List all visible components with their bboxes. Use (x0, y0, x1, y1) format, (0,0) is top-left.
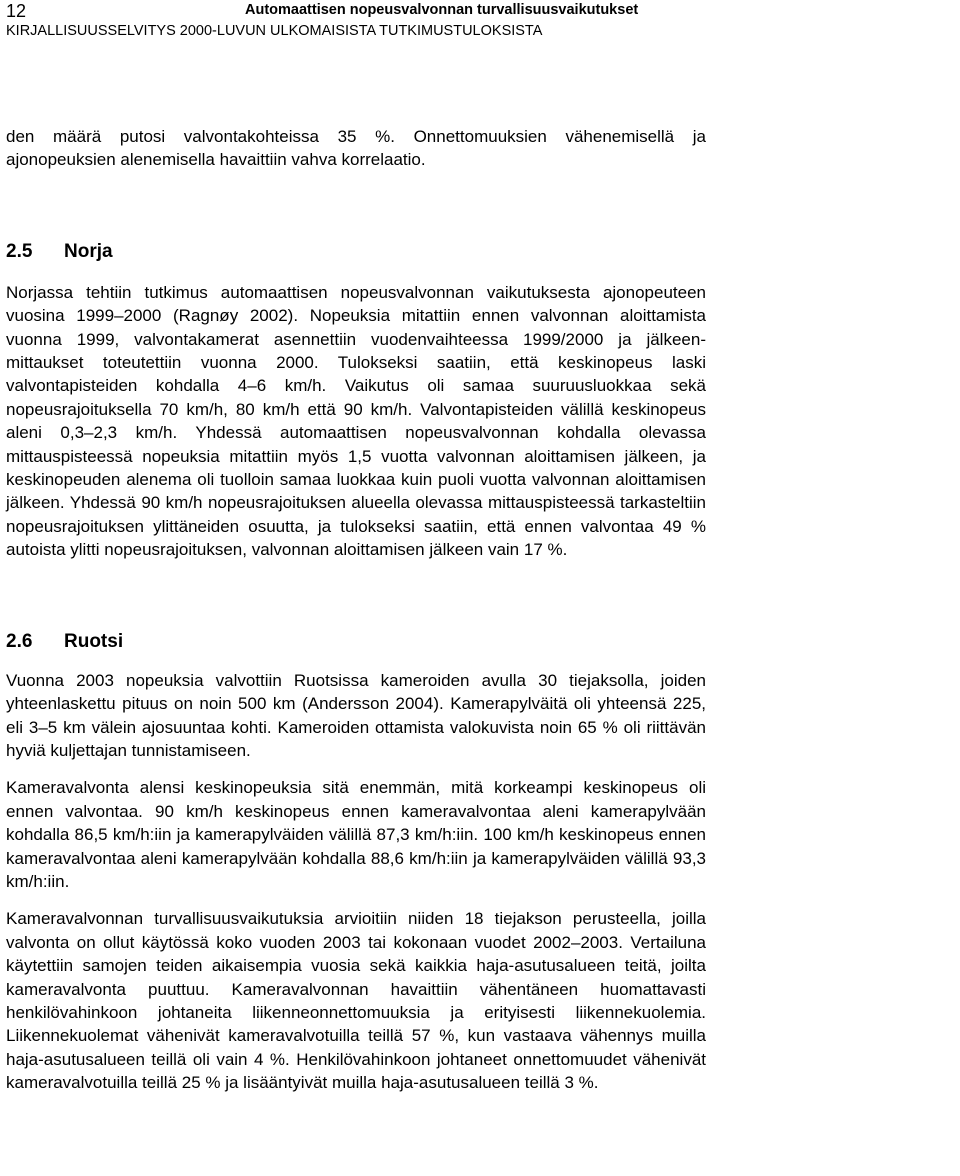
section-title: Norja (64, 240, 113, 262)
section-number: 2.5 (6, 240, 33, 262)
paragraph-norja: Norjassa tehtiin tutkimus automaattisen nopeusvalvonnan vaikutuksesta ajonopeuteen vuosina 1999–2000 (Ragnøy 2002). Nopeuksia mitattiin ennen valvonnan aloittamista vuonna 1999, valvontakamerat asennettiin vuodenvaihteessa 1999/2000 ja jälkeen-mittaukset toteutettiin vuonna 2000. Tulokseksi saatiin, että keskinopeus laski valvontapisteiden kohdalla 4–6 km/h. Vaikutus oli samaa suuruusluokkaa sekä nopeusrajoituksella 70 km/h, 80 km/h että 90 km/h. Valvontapisteiden välillä keskinopeus aleni 0,3–2,3 km/h. Yhdessä automaattisen nopeusvalvonnan kohdalla olevassa mittauspisteessä nopeuksia mitattiin myös 1,5 vuotta valvonnan aloittamisen jälkeen, ja keskinopeuden alenema oli tuolloin samaa luokkaa kuin puoli vuotta valvonnan aloittamisen jälkeen. Yhdessä 90 km/h nopeusrajoituksen alueella olevassa mittauspisteessä tarkasteltiin nopeusrajoituksen ylittäneiden osuutta, ja tulokseksi saatiin, että ennen valvontaa 49 % autoista ylitti nopeusrajoituksen, valvonnan aloittamisen jälkeen vain 17 %. (6, 282, 706, 560)
paragraph-ruotsi-2: Kameravalvonta alensi keskinopeuksia sitä enemmän, mitä korkeampi keskinopeus oli ennen valvontaa. 90 km/h keskinopeus ennen kameravalvontaa aleni kamerapylvään kohdalla 86,5 km/h:iin ja kamerapylväiden välillä 87,3 km/h:iin. 100 km/h keskinopeus ennen kameravalvontaa aleni kamerapylvään kohdalla 88,6 km/h:iin ja kamerapylväiden välillä 93,3 km/h:iin. (6, 778, 706, 891)
page-number: 12 (6, 1, 27, 21)
section-heading-ruotsi (6, 630, 706, 654)
section-number: 2.6 (6, 630, 33, 652)
running-subtitle: KIRJALLISUUSSELVITYS 2000-LUVUN ULKOMAISISTA TUTKIMUSTULOKSISTA (6, 23, 543, 39)
paragraph-ruotsi-1: Vuonna 2003 nopeuksia valvottiin Ruotsissa kameroiden avulla 30 tiejaksolla, joiden yhteenlaskettu pituus on noin 500 km (Andersson 2004). Kamerapylväitä oli yhteensä 225, eli 3–5 km välein ajosuuntaa kohti. Kameroiden ottamista valokuvista noin 65 % oli riittävän hyviä kuljettajan tunnistamiseen. (6, 670, 706, 760)
running-title: Automaattisen nopeusvalvonnan turvallisuusvaikutukset (245, 2, 639, 18)
section-title: Ruotsi (64, 630, 124, 652)
paragraph-ruotsi-3: Kameravalvonnan turvallisuusvaikutuksia arvioitiin niiden 18 tiejakson perusteella, joilla valvonta on ollut käytössä koko vuoden 2003 tai kokonaan vuodet 2002–2003. Vertailuna käytettiin samojen teiden aikaisempia vuosia sekä kaikkia haja-asutusalueen teitä, joilta kameravalvonta puuttuu. Kameravalvonnan havaittiin vähentäneen huomattavasti henkilövahinkoon johtaneita liikenneonnettomuuksia ja erityisesti liikennekuolemia. Liikennekuolemat vähenivät kameravalvotuilla teillä 57 %, kun vastaava vähennys muilla haja-asutusalueen teillä oli vain 4 %. Henkilövahinkoon johtaneet onnettomuudet vähenivät kameravalvotuilla teillä 25 % ja lisääntyivät muilla haja-asutusalueen teillä 3 %. (6, 909, 706, 1093)
section-heading-norja (6, 240, 706, 264)
page-header (0, 0, 960, 50)
document-body (6, 125, 706, 1095)
intro-paragraph: den määrä putosi valvontakohteissa 35 %. Onnettomuuksien vähenemisellä ja ajonopeuksien alenemisella havaittiin vahva korrelaatio. (6, 127, 706, 170)
